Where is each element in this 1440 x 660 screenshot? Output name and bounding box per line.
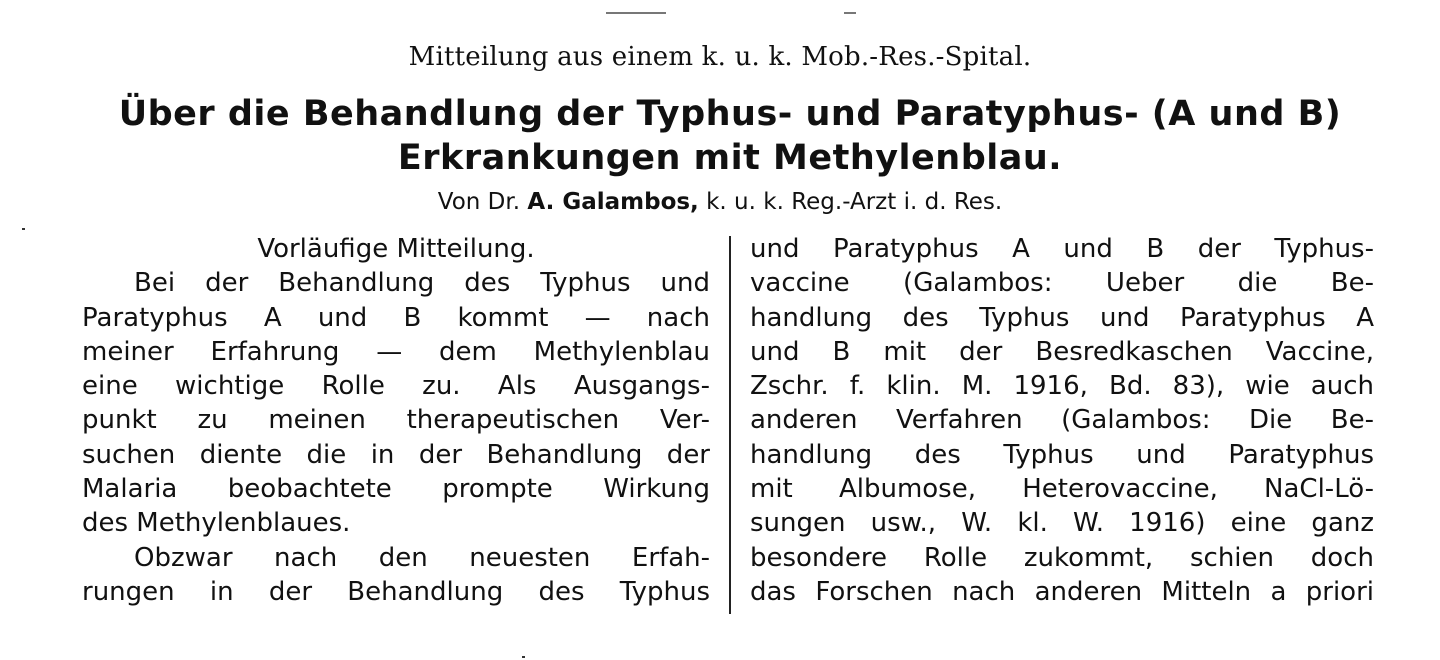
left-line: suchen diente die in der Behandlung der bbox=[82, 439, 710, 470]
right-line: handlung des Typhus und Paratyphus A bbox=[750, 302, 1374, 333]
right-line: und B mit der Besredkaschen Vaccine, bbox=[750, 336, 1374, 367]
byline-prefix: Von Dr. bbox=[437, 189, 521, 215]
left-line: punkt zu meinen therapeutischen Ver- bbox=[82, 405, 710, 436]
title-line-1: Über die Behandlung der Typhus- und Paratyphus- (A und B) bbox=[118, 94, 1342, 134]
right-line: sungen usw., W. kl. W. 1916) eine ganz bbox=[750, 508, 1374, 539]
left-line: Malaria beobachtete prompte Wirkung bbox=[82, 474, 710, 505]
left-line: Bei der Behandlung des Typhus und bbox=[134, 268, 710, 299]
top-rule-short bbox=[844, 12, 856, 14]
top-rule bbox=[606, 12, 666, 14]
author-name: A. Galambos, bbox=[527, 189, 699, 215]
left-line: Paratyphus A und B kommt — nach bbox=[82, 302, 710, 333]
right-line: anderen Verfahren (Galambos: Die Be- bbox=[750, 405, 1374, 436]
byline bbox=[0, 186, 1440, 218]
right-line: Zschr. f. klin. M. 1916, Bd. 83), wie auch bbox=[750, 371, 1374, 402]
left-line: Vorläufige Mitteilung. bbox=[257, 234, 535, 264]
left-line: des Methylenblaues. bbox=[82, 508, 351, 539]
right-line: vaccine (Galambos: Ueber die Be- bbox=[750, 268, 1374, 299]
article-title bbox=[70, 92, 1390, 180]
left-line: meiner Erfahrung — dem Methylenblau bbox=[82, 336, 710, 367]
title-line-2: Erkrankungen mit Methylenblau. bbox=[397, 138, 1063, 178]
header-kicker: Mitteilung aus einem k. u. k. Mob.-Res.-Spital. bbox=[408, 42, 1032, 72]
right-line: und Paratyphus A und B der Typhus- bbox=[750, 234, 1374, 264]
print-speck bbox=[22, 228, 25, 230]
right-column bbox=[750, 232, 1374, 609]
left-column bbox=[82, 232, 710, 609]
left-line: eine wichtige Rolle zu. Als Ausgangs- bbox=[82, 371, 710, 402]
left-line: rungen in der Behandlung des Typhus bbox=[82, 576, 710, 607]
right-line: mit Albumose, Heterovaccine, NaCl-Lö- bbox=[750, 474, 1374, 505]
column-divider bbox=[729, 236, 731, 614]
right-line: handlung des Typhus und Paratyphus bbox=[750, 439, 1374, 470]
left-line: Obzwar nach den neuesten Erfah- bbox=[134, 542, 710, 573]
right-line: das Forschen nach anderen Mitteln a priori bbox=[750, 576, 1374, 607]
byline-suffix: k. u. k. Reg.-Arzt i. d. Res. bbox=[706, 189, 1003, 215]
right-line: besondere Rolle zukommt, schien doch bbox=[750, 542, 1374, 573]
print-speck bbox=[522, 656, 525, 658]
